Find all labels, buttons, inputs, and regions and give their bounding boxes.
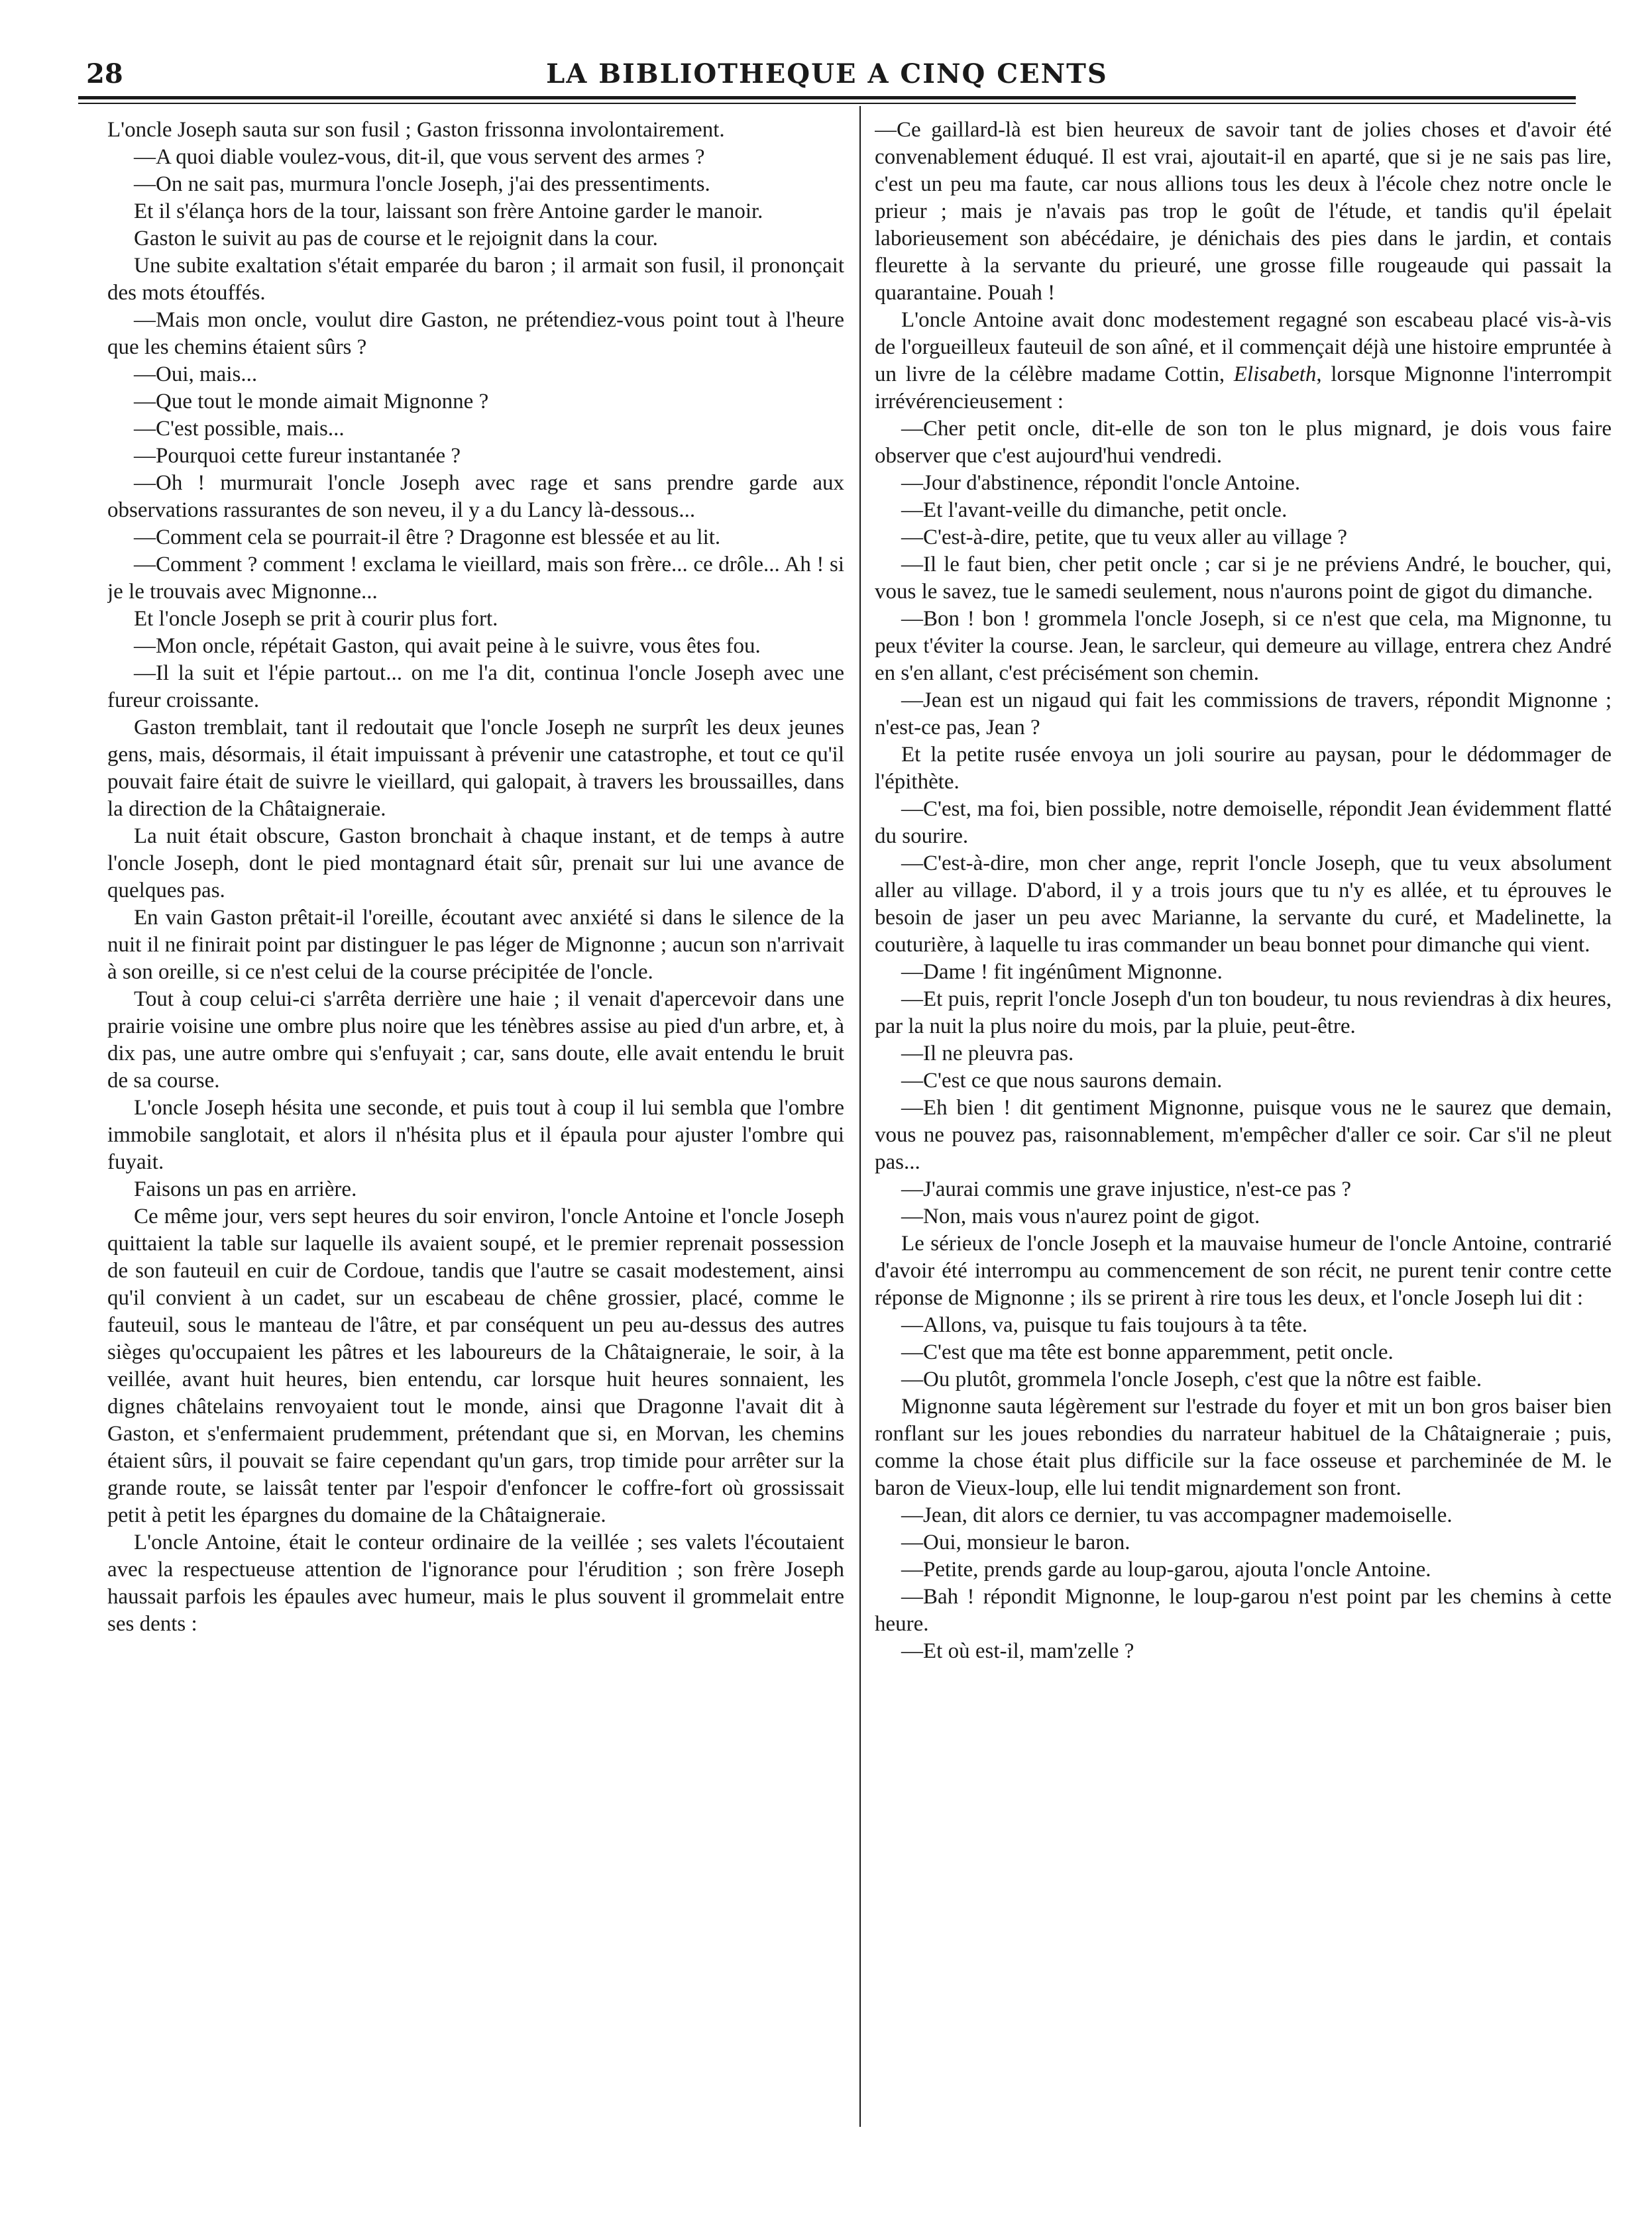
paragraph: Et l'oncle Joseph se prit à courir plus fort.	[134, 607, 498, 631]
paragraph: Mignonne sauta légèrement sur l'estrade du foyer et mit un bon gros baiser bien ronflant sur les joues rebondies du narrateur habituel de la Châtaigneraie ; puis, comme la chose était plus difficile sur la face osseuse et parcheminée de M. le baron de Vieux-loup, elle lui tendit mignardement son front.	[875, 1395, 1612, 1500]
paragraph: —Allons, va, puisque tu fais toujours à ta tête.	[901, 1313, 1308, 1337]
right-column	[875, 117, 1612, 2124]
paragraph: —Comment cela se pourrait-il être ? Dragonne est blessée et au lit.	[134, 525, 721, 549]
header-rule-thick	[78, 96, 1576, 99]
paragraph: —Eh bien ! dit gentiment Mignonne, puisque vous ne le saurez que demain, vous ne pouvez pas, raisonnablement, m'empêcher d'aller ce soir. Car s'il ne pleut pas...	[875, 1096, 1612, 1174]
paragraph: Ce même jour, vers sept heures du soir environ, l'oncle Antoine et l'oncle Joseph quittaient la table sur laquelle ils avaient soupé, et le premier reprenait possession de son fauteuil en cuir de Cordoue, tandis que l'autre se casait modestement, ainsi qu'il convient à un cadet, sur un escabeau de chêne grossier, placé, comme le fauteuil, sous le manteau de l'âtre, et par conséquent un peu au-dessus des autres sièges qu'occupaient les pâtres et les laboureurs de la Châtaigneraie, le soir, à la veillée, avant huit heures, bien entendu, car lorsque huit heures sonnaient, les dignes châtelains renvoyaient tout le monde, ainsi que Dragonne l'avait dit à Gaston, et s'enfermaient prudemment, prétendant que si, en Morvan, les chemins étaient sûrs, il pouvait se faire cependant qu'un gars, trop timide pour arrêter sur la grande route, se laissât tenter par l'espoir d'enfoncer le coffre-fort où grossissait petit à petit les épargnes du domaine de la Châtaigneraie.	[107, 1205, 844, 1527]
paragraph: Et la petite rusée envoya un joli sourire au paysan, pour le dédommager de l'épithète.	[875, 743, 1612, 794]
paragraph: —Pourquoi cette fureur instantanée ?	[134, 444, 461, 468]
paragraph: Et il s'élança hors de la tour, laissant son frère Antoine garder le manoir.	[134, 199, 763, 223]
paragraph: —Oh ! murmurait l'oncle Joseph avec rage et sans prendre garde aux observations rassurantes de son neveu, il y a du Lancy là-dessous...	[107, 471, 844, 522]
paragraph: Faisons un pas en arrière.	[134, 1177, 357, 1201]
header-rule-thin	[78, 103, 1576, 104]
paragraph: —Mais mon oncle, voulut dire Gaston, ne prétendiez-vous point tout à l'heure que les chemins étaient sûrs ?	[107, 308, 844, 359]
column-divider	[859, 106, 861, 2127]
paragraph: Gaston le suivit au pas de course et le rejoignit dans la cour.	[134, 227, 658, 250]
paragraph: —Oui, mais...	[134, 362, 258, 386]
paragraph: —Et l'avant-veille du dimanche, petit oncle.	[901, 498, 1288, 522]
paragraph: —Ce gaillard-là est bien heureux de savoir tant de jolies choses et d'avoir été convenablement éduqué. Il est vrai, ajoutait-il en aparté, que si je ne sais pas lire, c'est un peu ma faute, car nous allions tous les deux à l'école chez notre oncle le prieur ; mais je n'avais pas trop le goût de l'étude, et tandis qu'il épelait laborieusement son abécédaire, je dénichais des pies dans le jardin, et contais fleurette à la servante du prieuré, une grosse fille rougeaude qui passait la quarantaine. Pouah !	[875, 118, 1612, 305]
paragraph: —Jean est un nigaud qui fait les commissions de travers, répondit Mignonne ; n'est-ce pas, Jean ?	[875, 688, 1612, 739]
paragraph: —A quoi diable voulez-vous, dit-il, que vous servent des armes ?	[134, 145, 705, 169]
paragraph: Une subite exaltation s'était emparée du baron ; il armait son fusil, il prononçait des mots étouffés.	[107, 254, 844, 305]
paragraph: Le sérieux de l'oncle Joseph et la mauvaise humeur de l'oncle Antoine, contrarié d'avoir été interrompu au commencement de son récit, ne purent tenir contre cette réponse de Mignonne ; ils se prirent à rire tous les deux, et l'oncle Joseph lui dit :	[875, 1232, 1612, 1310]
paragraph: —Petite, prends garde au loup-garou, ajouta l'oncle Antoine.	[901, 1558, 1431, 1582]
paragraph: —Dame ! fit ingénûment Mignonne.	[901, 960, 1223, 984]
paragraph: Tout à coup celui-ci s'arrêta derrière une haie ; il venait d'apercevoir dans une prairie voisine une ombre plus noire que les ténèbres assise au pied d'un arbre, et, à dix pas, une autre ombre qui s'enfuyait ; car, sans doute, elle avait entendu le bruit de sa course.	[107, 987, 844, 1093]
paragraph: —C'est, ma foi, bien possible, notre demoiselle, répondit Jean évidemment flatté du sourire.	[875, 797, 1612, 848]
paragraph: —Jour d'abstinence, répondit l'oncle Antoine.	[901, 471, 1301, 495]
paragraph: L'oncle Joseph sauta sur son fusil ; Gaston frissonna involontairement.	[107, 118, 725, 142]
paragraph: —Et puis, reprit l'oncle Joseph d'un ton boudeur, tu nous reviendras à dix heures, par la nuit la plus noire du mois, par la pluie, peut-être.	[875, 987, 1612, 1038]
paragraph: —Et où est-il, mam'zelle ?	[901, 1639, 1134, 1663]
paragraph: —C'est-à-dire, mon cher ange, reprit l'oncle Joseph, que tu veux absolument aller au village. D'abord, il y a trois jours que tu n'y es allée, et tu éprouves le besoin de jaser un peu avec Marianne, la servante du curé, et Madelinette, la couturière, à laquelle tu iras commander un beau bonnet pour dimanche qui vient.	[875, 851, 1612, 957]
paragraph: —J'aurai commis une grave injustice, n'est-ce pas ?	[901, 1177, 1351, 1201]
paragraph: L'oncle Antoine, était le conteur ordinaire de la veillée ; ses valets l'écoutaient avec la respectueuse attention de l'ignorance pour l'érudition ; son frère Joseph haussait parfois les épaules avec humeur, mais le plus souvent il grommelait entre ses dents :	[107, 1531, 844, 1636]
page-number: 28	[86, 58, 123, 89]
paragraph: —Ou plutôt, grommela l'oncle Joseph, c'est que la nôtre est faible.	[901, 1368, 1482, 1391]
paragraph: En vain Gaston prêtait-il l'oreille, écoutant avec anxiété si dans le silence de la nuit il ne finirait point par distinguer le pas léger de Mignonne ; aucun son n'arrivait à son oreille, si ce n'est celui de la course précipitée de l'oncle.	[107, 906, 844, 984]
paragraph: —Oui, monsieur le baron.	[901, 1531, 1130, 1554]
paragraph: L'oncle Joseph hésita une seconde, et puis tout à coup il lui sembla que l'ombre immobile sanglotait, et alors il n'hésita plus et il épaula pour ajuster l'ombre qui fuyait.	[107, 1096, 844, 1174]
page-header	[78, 54, 1576, 94]
paragraph: —C'est ce que nous saurons demain.	[901, 1069, 1223, 1093]
paragraph: L'oncle Antoine avait donc modestement regagné son escabeau placé vis-à-vis de l'orgueilleux fauteuil de son aîné, et il commençait déjà une histoire empruntée à un livre de la célèbre madame Cottin, Elisabeth, lorsque Mignonne l'interrompit irrévérencieusement :	[875, 308, 1612, 413]
paragraph: —Il la suit et l'épie partout... on me l'a dit, continua l'oncle Joseph avec une fureur croissante.	[107, 661, 844, 712]
paragraph: —Bah ! répondit Mignonne, le loup-garou n'est point par les chemins à cette heure.	[875, 1585, 1612, 1636]
paragraph: —Que tout le monde aimait Mignonne ?	[134, 390, 489, 413]
paragraph: —Il ne pleuvra pas.	[901, 1042, 1074, 1065]
paragraph: —Cher petit oncle, dit-elle de son ton le plus mignard, je dois vous faire observer que c'est aujourd'hui vendredi.	[875, 417, 1612, 468]
paragraph: —Mon oncle, répétait Gaston, qui avait peine à le suivre, vous êtes fou.	[134, 634, 761, 658]
paragraph: —C'est que ma tête est bonne apparemment, petit oncle.	[901, 1340, 1394, 1364]
paragraph: Gaston tremblait, tant il redoutait que l'oncle Joseph ne surprît les deux jeunes gens, mais, désormais, il était impuissant à prévenir une catastrophe, et tout ce qu'il pouvait faire était de suivre le vieillard, qui galopait, à travers les broussailles, dans la direction de la Châtaigneraie.	[107, 716, 844, 821]
paragraph: La nuit était obscure, Gaston bronchait à chaque instant, et de temps à autre l'oncle Joseph, dont le pied montagnard était sûr, prenait sur lui une avance de quelques pas.	[107, 824, 844, 902]
left-column	[107, 117, 844, 2124]
paragraph: —Comment ? comment ! exclama le vieillard, mais son frère... ce drôle... Ah ! si je le trouvais avec Mignonne...	[107, 553, 844, 604]
paragraph: —C'est possible, mais...	[134, 417, 345, 441]
running-title: LA BIBLIOTHEQUE A CINQ CENTS	[546, 58, 1108, 89]
paragraph: —Il le faut bien, cher petit oncle ; car si je ne préviens André, le boucher, qui, vous le savez, tue le samedi seulement, nous n'aurons point de gigot du dimanche.	[875, 553, 1612, 604]
paragraph: —C'est-à-dire, petite, que tu veux aller au village ?	[901, 525, 1348, 549]
paragraph: —Bon ! bon ! grommela l'oncle Joseph, si ce n'est que cela, ma Mignonne, tu peux t'éviter la course. Jean, le sarcleur, qui demeure au village, entrera chez André en s'en allant, c'est précisément son chemin.	[875, 607, 1612, 685]
paragraph: —Jean, dit alors ce dernier, tu vas accompagner mademoiselle.	[901, 1503, 1453, 1527]
paragraph: —Non, mais vous n'aurez point de gigot.	[901, 1205, 1260, 1228]
paragraph: —On ne sait pas, murmura l'oncle Joseph, j'ai des pressentiments.	[134, 172, 710, 196]
